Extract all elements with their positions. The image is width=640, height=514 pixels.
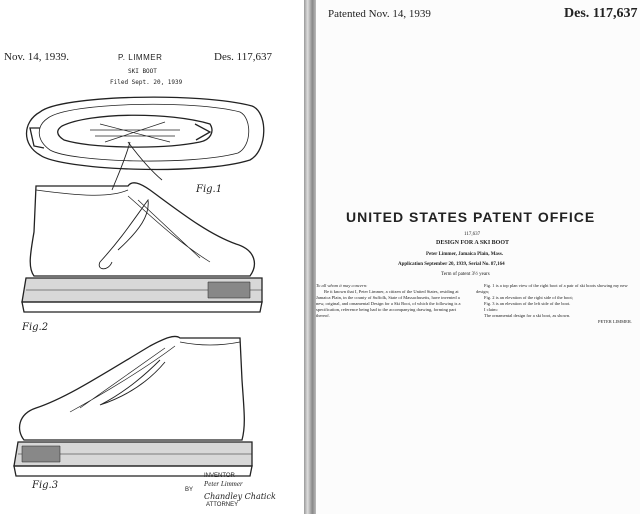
- fig1-description: Fig. 1 is a top plan view of the right boot of a pair of ski boots showing my new design;: [476, 283, 628, 294]
- boot-side-view-left: [14, 336, 252, 476]
- spec-patent-number: Des. 117,637: [564, 6, 638, 21]
- specification-sheet: [316, 0, 640, 514]
- spec-body: Be it known that I, Peter Limmer, a citizen of the United States, residing at Jamaica Plain, in the county of Suffolk, State of Massachusetts, have invented a new, original, and ornamental Design for a Ski Boot, of which the following is a specification, reference being had to the accompanying drawing, forming part thereof.: [316, 289, 461, 318]
- spec-column-right: [476, 283, 632, 325]
- application-line: Application September 20, 1939, Serial No. 87,164: [398, 262, 505, 267]
- attorney-signature: Chandley Chatick: [204, 492, 276, 501]
- claim-label: I claim:: [484, 307, 498, 312]
- boot-top-view: [27, 97, 264, 190]
- inventor-signature: PETER LIMMER.: [597, 319, 632, 324]
- figure-label-1: Fig.1: [196, 184, 223, 195]
- inventor-line: Peter Limmer, Jamaica Plain, Mass.: [426, 252, 504, 257]
- by-label: BY: [185, 487, 194, 493]
- patented-date: Patented Nov. 14, 1939: [328, 8, 431, 20]
- spec-number: 117,637: [464, 232, 481, 237]
- spec-column-left: [316, 283, 468, 319]
- drawing-patent-number: Des. 117,637: [214, 51, 272, 63]
- drawing-subject: SKI BOOT: [128, 68, 157, 75]
- inventor-name: Peter Limmer: [204, 480, 243, 488]
- attorney-label: ATTORNEY: [206, 502, 239, 508]
- figure-label-2: Fig.2: [22, 322, 49, 333]
- salutation: To all whom it may concern:: [316, 283, 368, 288]
- claim-text: The ornamental design for a ski boot, as shown.: [484, 313, 571, 318]
- book-spine: [304, 0, 316, 514]
- drawing-sheet: [0, 0, 304, 514]
- drawing-filed-date: Filed Sept. 20, 1939: [110, 79, 183, 86]
- boot-side-view-right: [22, 183, 262, 312]
- fig3-description: Fig. 3 is an elevation of the left side of the boot.: [484, 301, 571, 306]
- patent-office-title: UNITED STATES PATENT OFFICE: [346, 209, 596, 225]
- figure-label-3: Fig.3: [32, 480, 59, 491]
- drawing-inventor-header: P. LIMMER: [118, 53, 163, 62]
- inventor-label: INVENTOR: [204, 473, 235, 479]
- term-line: Term of patent 3½ years: [441, 272, 490, 277]
- fig2-description: Fig. 2 is an elevation of the right side of the boot;: [484, 295, 573, 300]
- drawing-date: Nov. 14, 1939.: [4, 51, 69, 63]
- design-title: DESIGN FOR A SKI BOOT: [436, 240, 510, 246]
- patent-drawings: [0, 0, 304, 514]
